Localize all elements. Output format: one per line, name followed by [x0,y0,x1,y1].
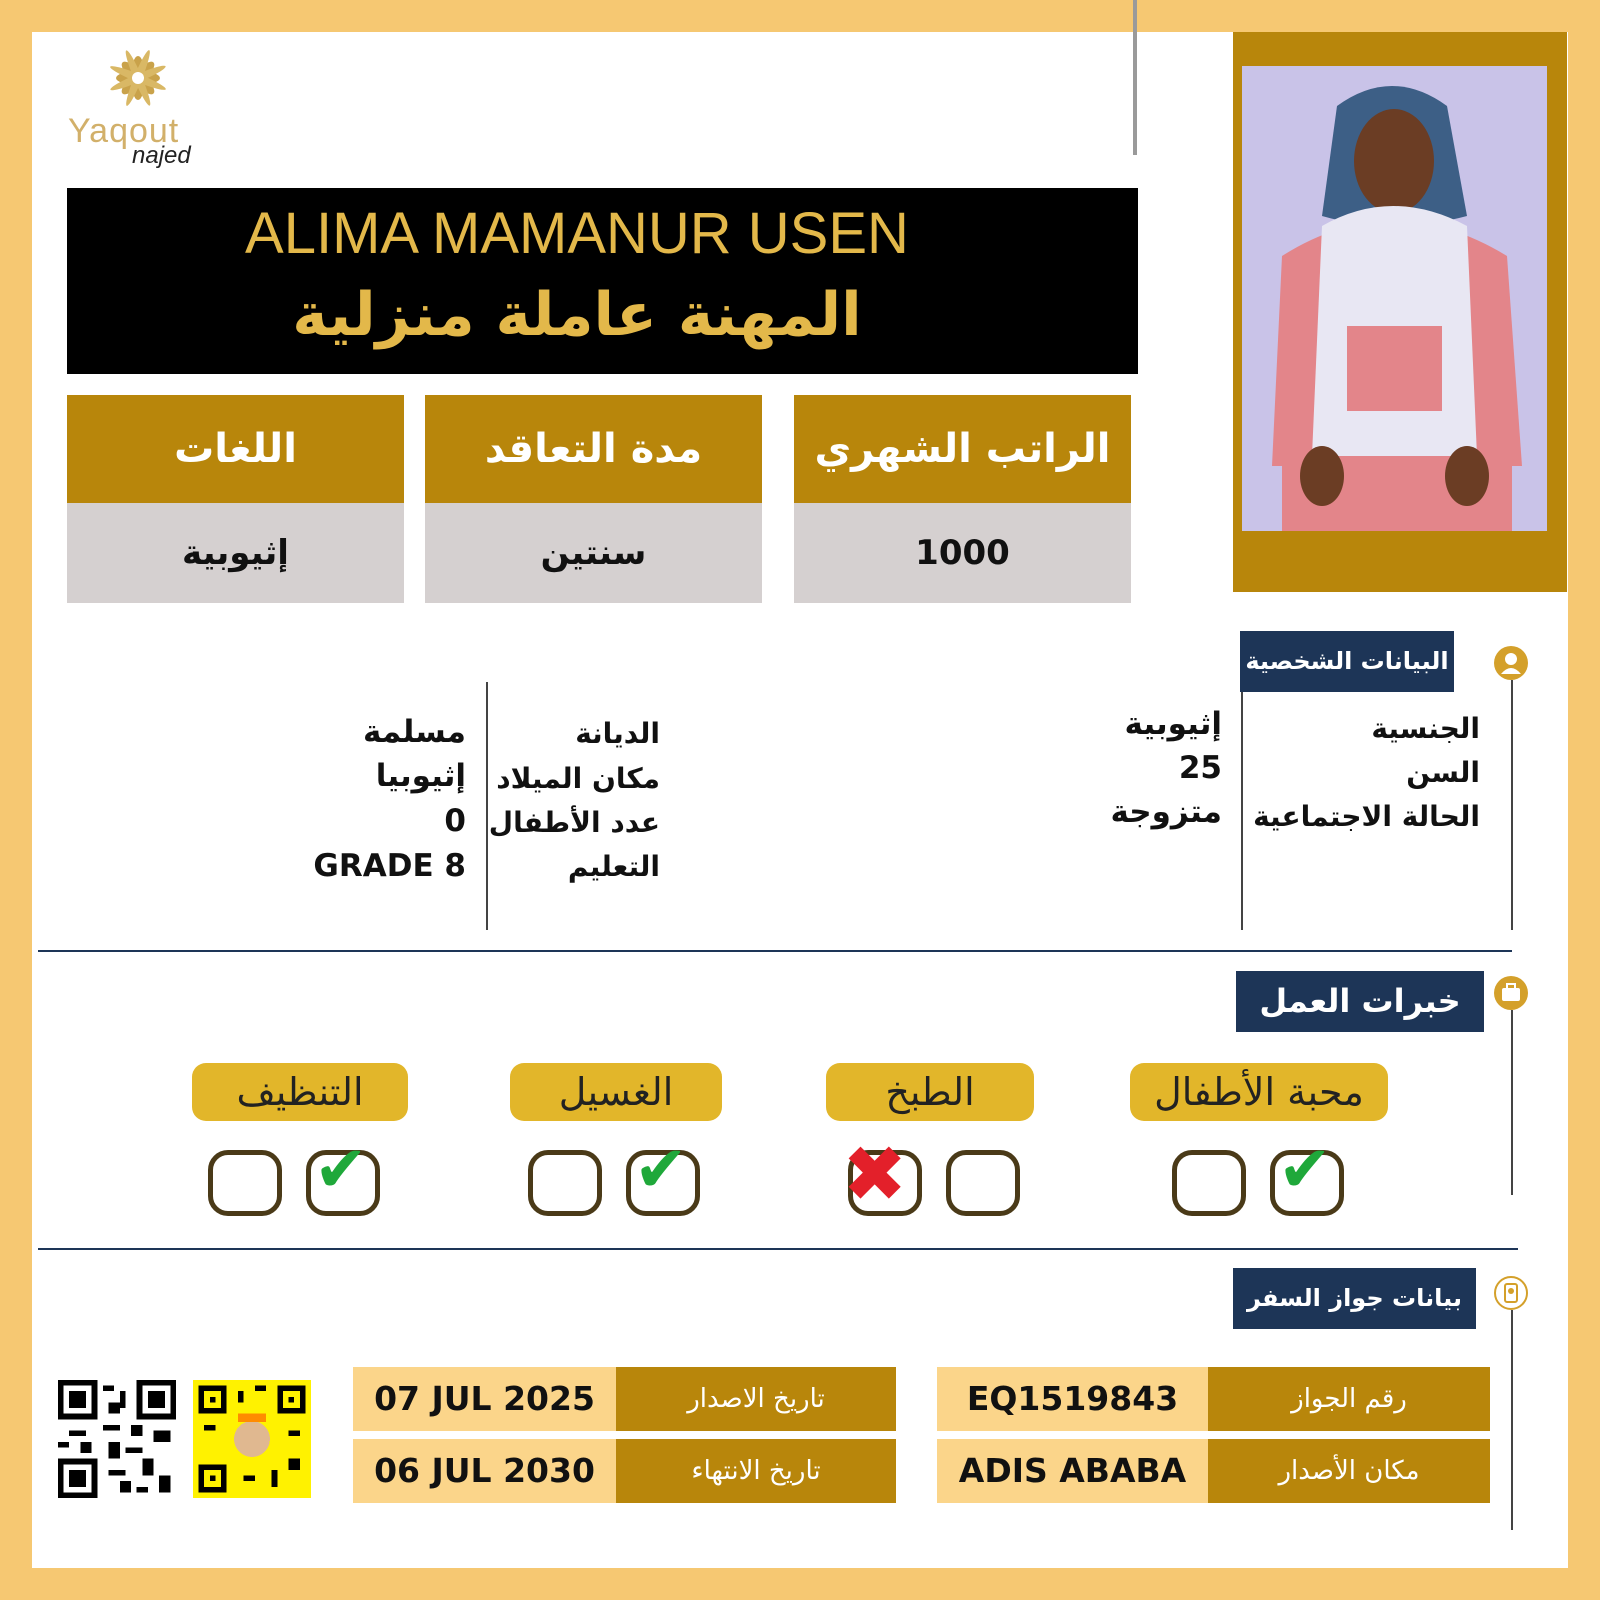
section-divider-2 [38,1248,1518,1250]
contract-label: مدة التعاقد [425,395,762,503]
timeline-personal [1511,680,1513,930]
salary-label: الراتب الشهري [794,395,1131,503]
issue-date-label: تاريخ الاصدار [616,1367,896,1431]
birthplace-label: مكان الميلاد [496,762,660,795]
cleaning-no-box[interactable] [208,1150,282,1216]
languages-box [67,395,404,603]
logo-sub: najed [132,142,191,169]
age-label: السن [1406,756,1480,789]
children-value: 0 [444,803,466,839]
timeline-experience [1511,1010,1513,1195]
briefcase-icon [1494,976,1528,1010]
section-experience-title: خبرات العمل [1236,971,1484,1032]
logo [60,40,220,170]
issue-date-value: 07 JUL 2025 [353,1367,616,1431]
name-banner [67,188,1138,374]
education-label: التعليم [567,850,660,883]
flower-icon [60,40,220,120]
skill-laundry: الغسيل [510,1063,722,1121]
age-value: 25 [1178,750,1222,786]
snapchat-qr-code[interactable] [193,1380,311,1498]
qr-code[interactable] [58,1380,176,1498]
contract-box [425,395,762,603]
logo-brand: Yaqout [68,112,180,150]
passport-icon [1494,1276,1528,1310]
skill-childcare: محبة الأطفال [1130,1063,1388,1121]
person-icon [1494,646,1528,680]
check-icon: ✔ [634,1133,688,1207]
section-passport-title: بيانات جواز السفر [1233,1268,1476,1329]
check-icon: ✔ [1278,1133,1332,1207]
religion-label: الديانة [575,717,660,750]
candidate-name: ALIMA MAMANUR USEN [245,201,909,266]
timeline-passport [1511,1310,1513,1530]
issue-place-label: مكان الأصدار [1208,1439,1490,1503]
section-divider-1 [38,950,1512,952]
skill-cooking: الطبخ [826,1063,1034,1121]
personal-divider [1241,692,1243,930]
marital-label: الحالة الاجتماعية [1253,800,1480,833]
cooking-yes-box[interactable] [946,1150,1020,1216]
passport-number-value: EQ1519843 [937,1367,1208,1431]
expiry-date-value: 06 JUL 2030 [353,1439,616,1503]
section-personal-title: البيانات الشخصية [1240,631,1454,692]
nationality-label: الجنسية [1371,712,1480,745]
candidate-profession: المهنة عاملة منزلية [292,280,862,350]
religion-value: مسلمة [363,714,466,750]
languages-value: إثيوبية [67,503,404,603]
education-value: GRADE 8 [313,848,466,884]
contract-value: سنتين [425,503,762,603]
childcare-no-box[interactable] [1172,1150,1246,1216]
nationality-value: إثيوبية [1124,706,1222,742]
expiry-date-label: تاريخ الانتهاء [616,1439,896,1503]
birthplace-value: إثيوبيا [375,758,466,794]
divider-vertical [1133,0,1137,155]
salary-box [794,395,1131,603]
candidate-photo [1242,66,1547,531]
laundry-no-box[interactable] [528,1150,602,1216]
marital-value: متزوجة [1110,794,1222,830]
cross-icon: ✖ [842,1130,908,1220]
children-label: عدد الأطفال [488,806,660,839]
issue-place-value: ADIS ABABA [937,1439,1208,1503]
passport-number-label: رقم الجواز [1208,1367,1490,1431]
languages-label: اللغات [67,395,404,503]
check-icon: ✔ [314,1133,368,1207]
salary-value: 1000 [794,503,1131,603]
skill-cleaning: التنظيف [192,1063,408,1121]
